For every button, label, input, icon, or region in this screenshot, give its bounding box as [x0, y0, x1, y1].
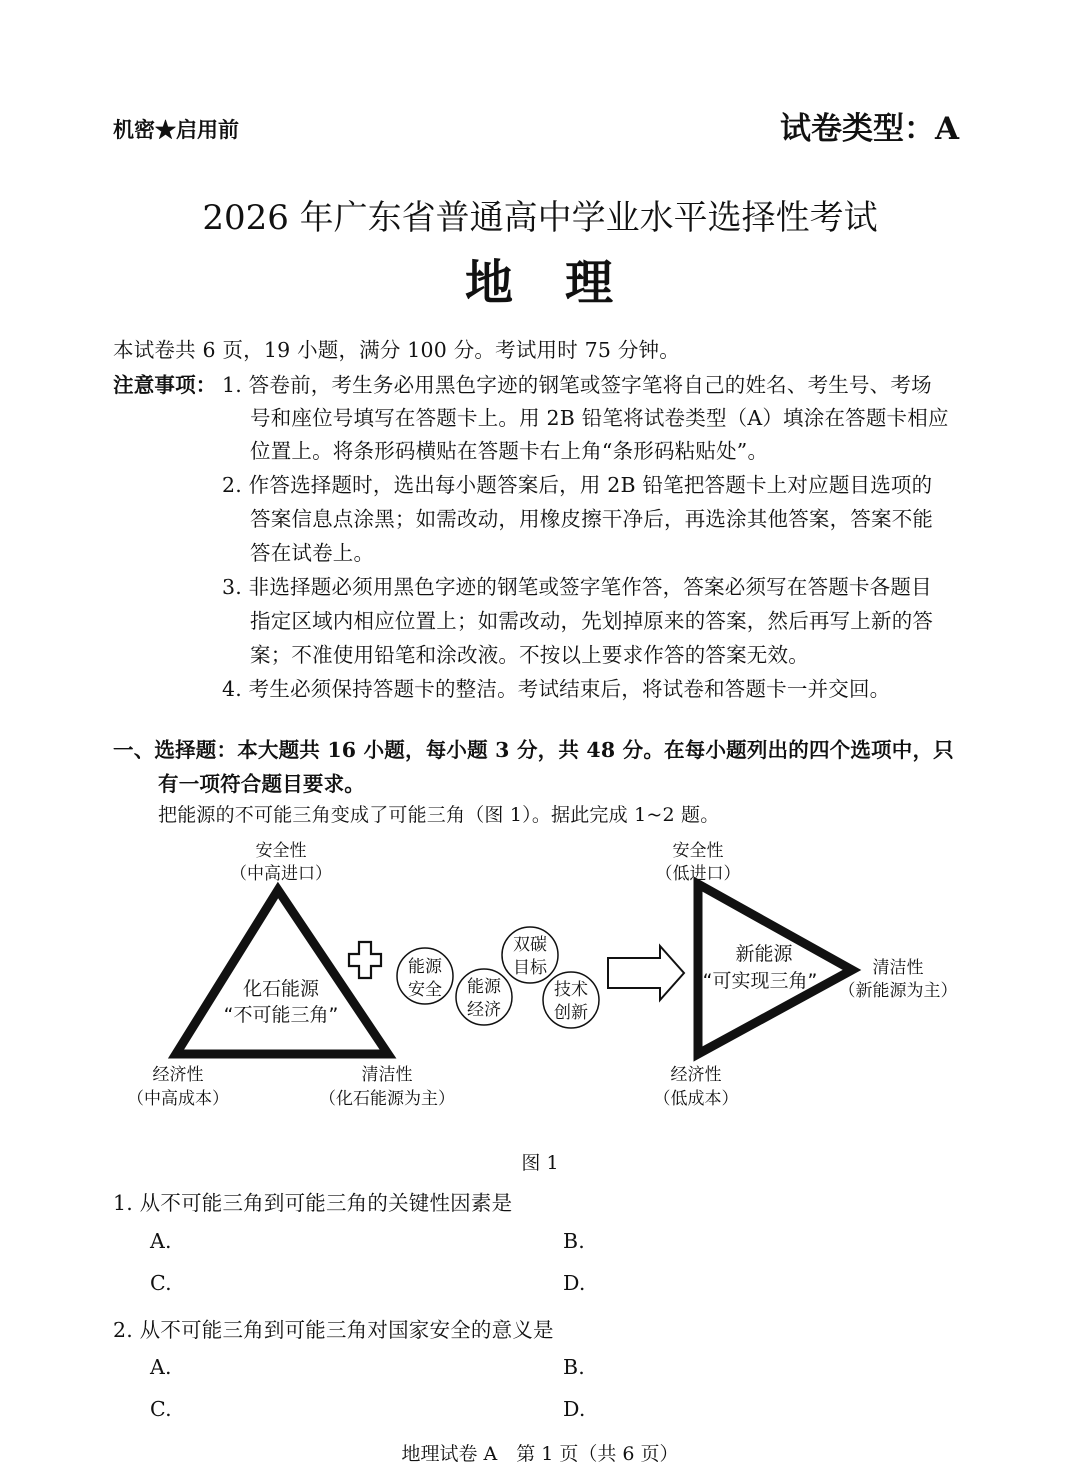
right-bottom-label: 经济性: [670, 1065, 722, 1085]
left-bottom-right-sublabel: （化石能源为主）: [319, 1089, 455, 1109]
notice-line: 答案信息点涂黑；如需改动，用橡皮擦干净后，再选涂其他答案，答案不能: [250, 507, 934, 531]
notice-line: 3. 非选择题必须用黑色字迹的钢笔或签字笔作答，答案必须写在答题卡各题目: [222, 575, 932, 599]
question-stem-intro: 把能源的不可能三角变成了可能三角（图 1）。据此完成 1~2 题。: [158, 804, 720, 826]
right-center-sublabel: “可实现三角”: [702, 970, 818, 992]
notice-label: 注意事项：: [113, 373, 217, 397]
right-right-label: 清洁性: [872, 958, 924, 978]
question-2-option-d[interactable]: D.: [563, 1397, 586, 1421]
circle-text: 双碳: [513, 935, 547, 955]
question-1-option-b[interactable]: B.: [563, 1229, 585, 1253]
notice-line: 4. 考生必须保持答题卡的整洁。考试结束后，将试卷和答题卡一并交回。: [222, 677, 891, 701]
notice-line: 答在试卷上。: [250, 541, 375, 565]
question-1-option-c[interactable]: C.: [150, 1271, 172, 1295]
question-1-stem: 1. 从不可能三角到可能三角的关键性因素是: [113, 1191, 513, 1215]
page-footer: 地理试卷 A 第 1 页（共 6 页）: [401, 1443, 679, 1465]
left-center-label: 化石能源: [242, 978, 320, 1000]
right-center-label: 新能源: [735, 943, 793, 965]
right-arrow-icon: [608, 946, 684, 1000]
circle-text: 经济: [467, 1000, 501, 1020]
exam-intro: 本试卷共 6 页，19 小题，满分 100 分。考试用时 75 分钟。: [113, 338, 680, 362]
notice-line: 指定区域内相应位置上；如需改动，先划掉原来的答案，然后再写上新的答: [250, 609, 934, 633]
figure-caption: 图 1: [521, 1152, 559, 1174]
left-top-sublabel: （中高进口）: [230, 864, 332, 884]
question-2-option-b[interactable]: B.: [563, 1355, 585, 1379]
section-heading-cont: 有一项符合题目要求。: [158, 772, 365, 796]
right-bottom-sublabel: （低成本）: [653, 1089, 739, 1109]
notice-line: 位置上。将条形码横贴在答题卡右上角“条形码粘贴处”。: [250, 439, 769, 463]
circle-text: 技术: [554, 980, 588, 1000]
left-bottom-left-label: 经济性: [152, 1065, 204, 1085]
notice-line: 案；不准使用铅笔和涂改液。不按以上要求作答的答案无效。: [250, 643, 809, 667]
circle-text: 安全: [408, 980, 442, 1000]
exam-title: 2026 年广东省普通高中学业水平选择性考试: [202, 198, 878, 238]
paper-type-label: 试卷类型：A: [780, 111, 960, 147]
question-1-option-d[interactable]: D.: [563, 1271, 586, 1295]
notice-line: 1. 答卷前，考生务必用黑色字迹的钢笔或签字笔将自己的姓名、考生号、考场: [222, 373, 932, 397]
left-center-sublabel: “不可能三角”: [223, 1004, 339, 1026]
question-1-option-a[interactable]: A.: [150, 1229, 172, 1253]
right-right-sublabel: （新能源为主）: [838, 981, 958, 1001]
right-top-sublabel: （低进口）: [655, 864, 741, 884]
new-energy-triangle-shape: [698, 884, 852, 1054]
subject-title: 地 理: [464, 255, 615, 311]
circle-text: 能源: [467, 977, 501, 997]
question-2-option-a[interactable]: A.: [150, 1355, 172, 1379]
plus-icon: [349, 942, 381, 978]
circle-text: 能源: [408, 957, 442, 977]
right-top-label: 安全性: [672, 841, 724, 861]
left-bottom-right-label: 清洁性: [361, 1065, 413, 1085]
fossil-triangle-shape: [176, 890, 388, 1054]
question-2-option-c[interactable]: C.: [150, 1397, 172, 1421]
left-top-label: 安全性: [255, 841, 307, 861]
section-heading: 一、选择题：本大题共 16 小题，每小题 3 分，共 48 分。在每小题列出的四个选项中，只: [113, 738, 954, 762]
question-2-stem: 2. 从不可能三角到可能三角对国家安全的意义是: [113, 1318, 554, 1342]
confidential-label: 机密★启用前: [113, 117, 239, 142]
energy-triangle-figure: [100, 832, 980, 1122]
left-bottom-left-sublabel: （中高成本）: [127, 1089, 229, 1109]
notice-line: 2. 作答选择题时，选出每小题答案后，用 2B 铅笔把答题卡上对应题目选项的: [222, 473, 933, 497]
circle-text: 创新: [554, 1003, 588, 1023]
circle-text: 目标: [513, 958, 547, 978]
notice-line: 号和座位号填写在答题卡上。用 2B 铅笔将试卷类型（A）填涂在答题卡相应: [250, 406, 949, 430]
